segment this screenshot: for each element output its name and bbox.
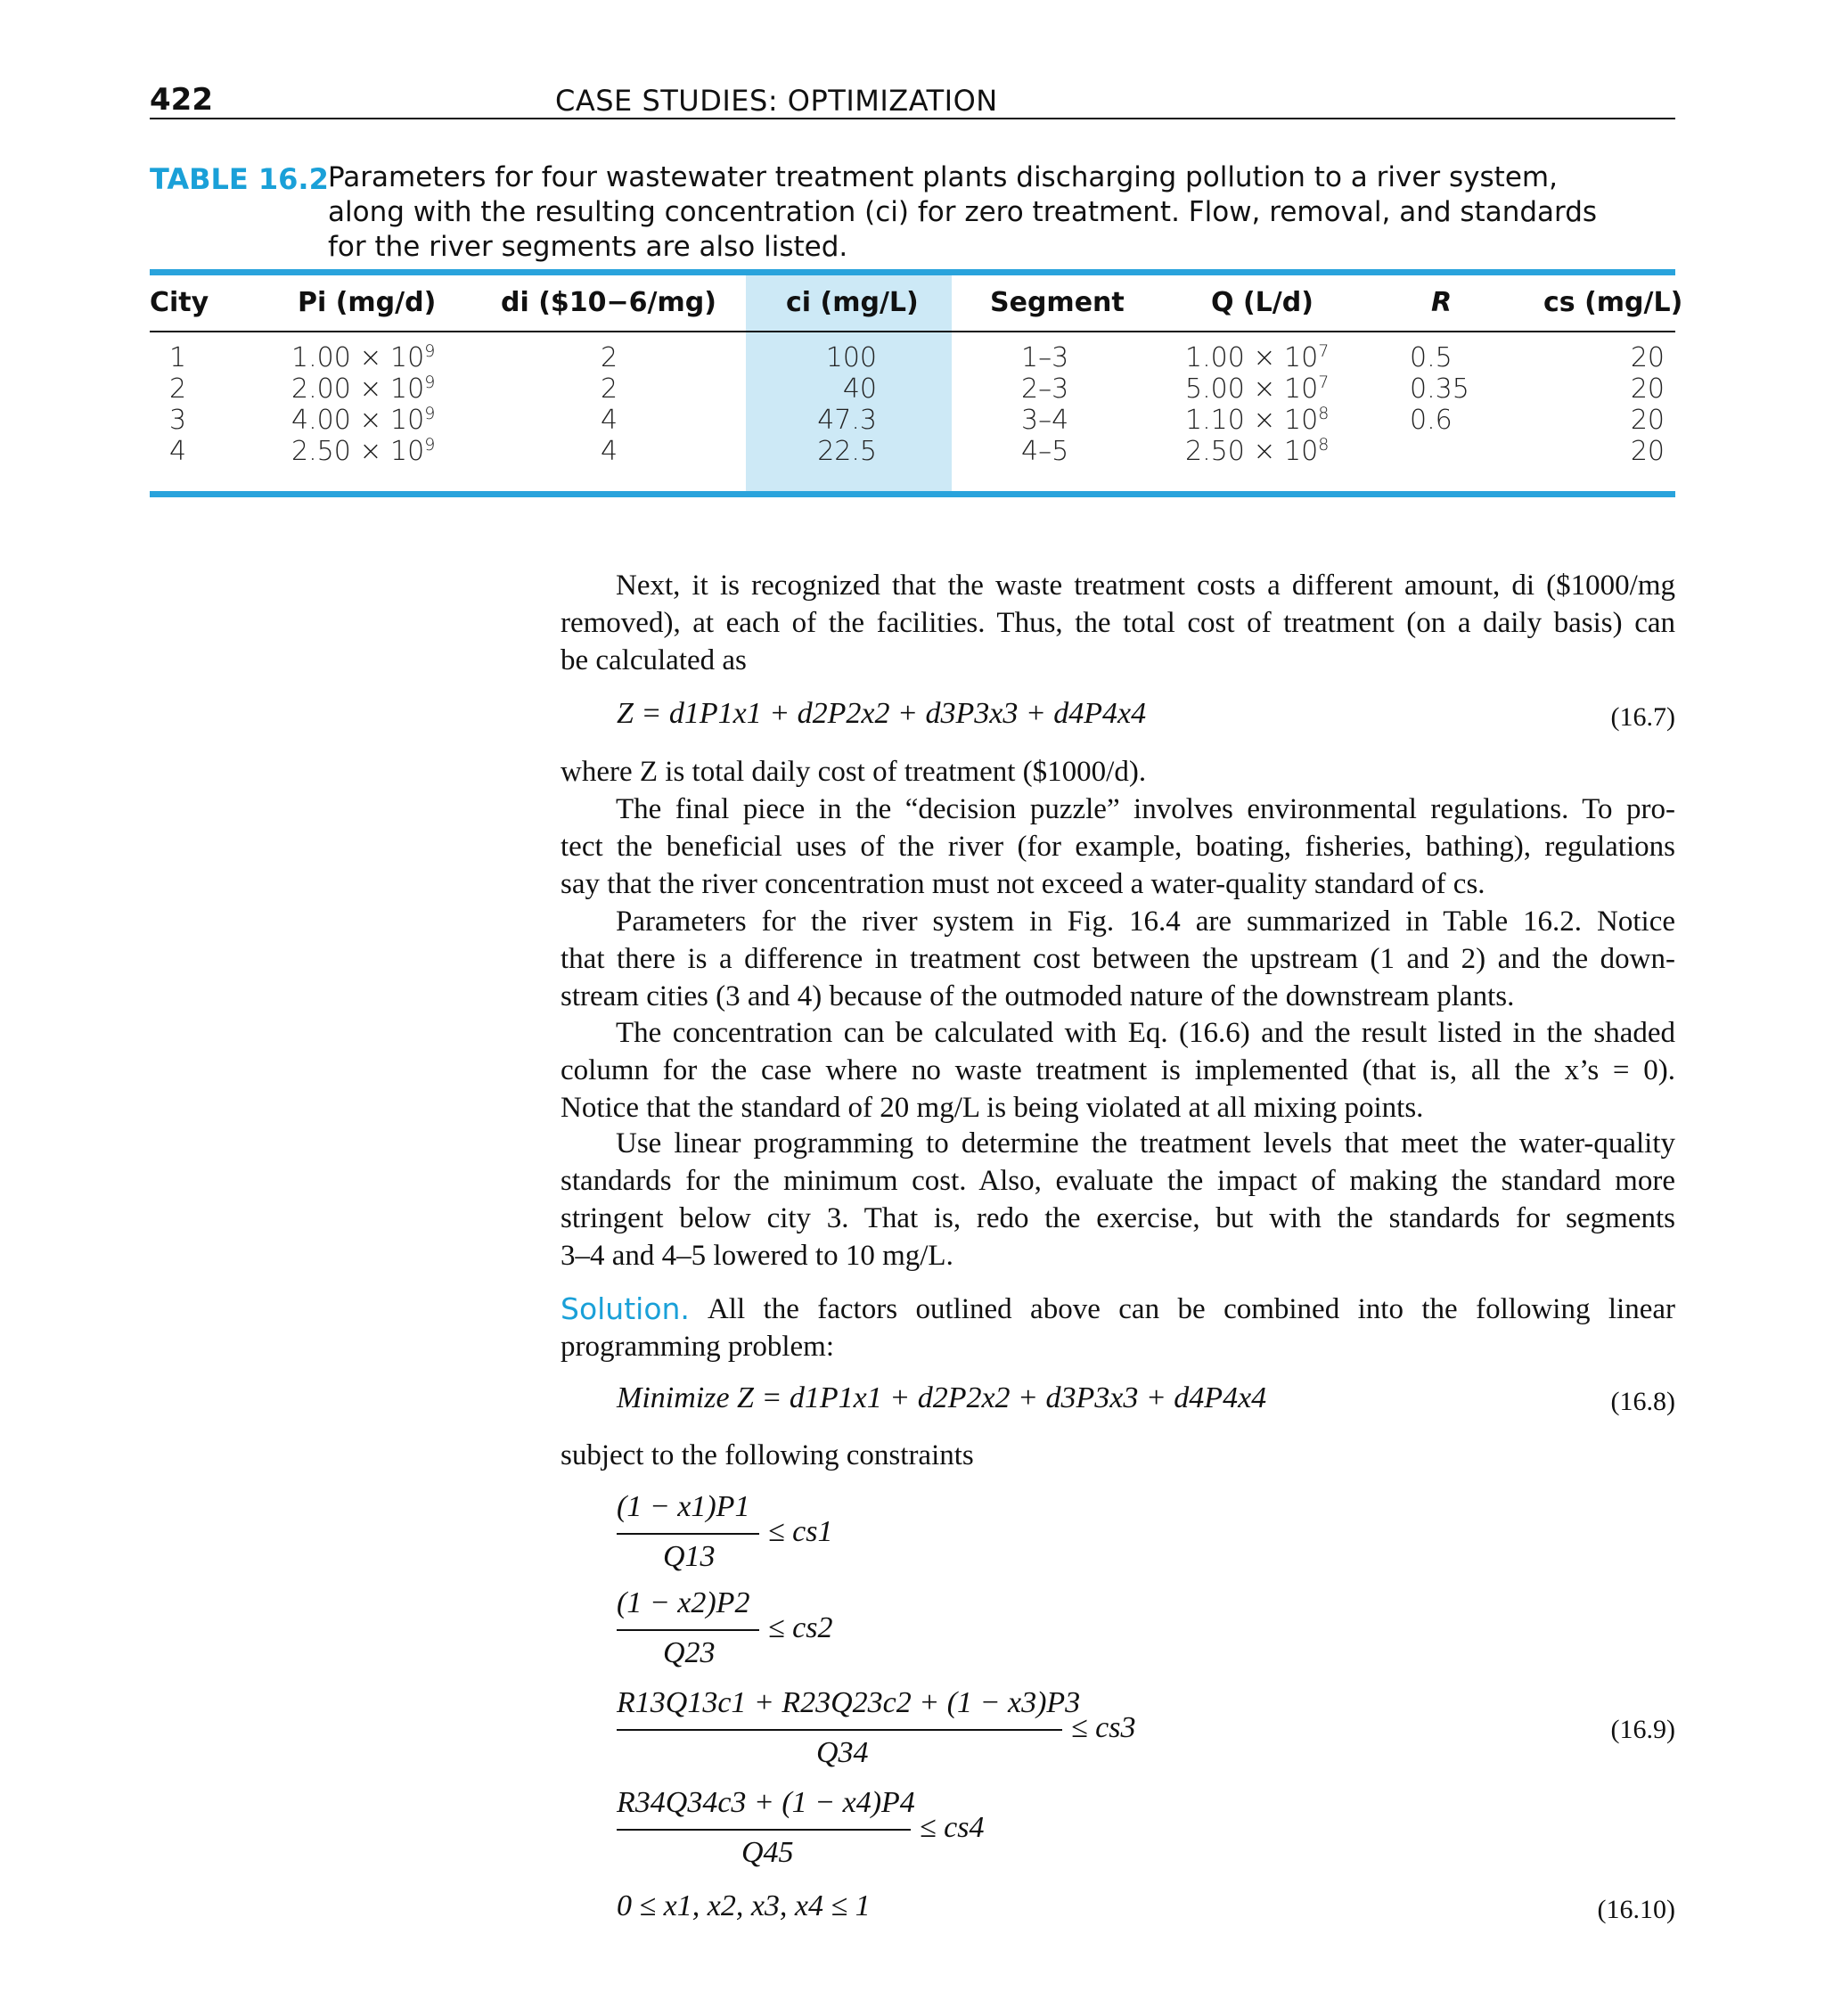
- paragraph: [561, 1437, 1675, 1474]
- text-line: [561, 1291, 1675, 1328]
- table-cell: [1410, 436, 1469, 467]
- column-segment: [1021, 342, 1068, 467]
- text-line: that there is a difference in treatment cost between the upstream (1 and 2) and the down-: [561, 943, 1675, 975]
- table-cell: 4: [601, 405, 618, 436]
- text-line: 3–4 and 4–5 lowered to 10 mg/L.: [561, 1240, 953, 1272]
- table-cell: 2: [601, 342, 618, 373]
- text-line: standards for the minimum cost. Also, evaluate the impact of making the standard more: [561, 1165, 1675, 1197]
- table-cell: 0.35: [1410, 373, 1469, 405]
- running-head: CASE STUDIES: OPTIMIZATION: [555, 84, 998, 118]
- page-number: 422: [150, 82, 213, 118]
- paragraph: [561, 1014, 1675, 1127]
- mantissa: 2.00 × 10: [291, 373, 425, 405]
- equation-16-8: Minimize Z = d1P1x1 + d2P2x2 + d3P3x3 + d4P4x4: [617, 1381, 1267, 1414]
- caption-line: along with the resulting concentration (ci) for zero treatment. Flow, removal, and standards: [328, 196, 1598, 228]
- table-cell: 20: [1630, 405, 1665, 436]
- table-cell: 4–5: [1021, 436, 1069, 467]
- table-cell: 3: [169, 405, 187, 436]
- text-line: Next, it is recognized that the waste treatment costs a different amount, di ($1000/mg: [616, 570, 1675, 602]
- table-cell: 100: [825, 342, 877, 373]
- text-line: subject to the following constraints: [561, 1439, 974, 1471]
- numerator: (1 − x2)P2: [617, 1586, 750, 1619]
- inequality-rhs: ≤ cs3: [1071, 1711, 1136, 1744]
- paragraph: [561, 903, 1675, 1015]
- inequality-rhs: ≤ cs2: [768, 1611, 833, 1644]
- table-cell: [291, 373, 435, 405]
- equation-number: (16.8): [1610, 1387, 1675, 1416]
- col-header-d: di ($10−6/mg): [501, 287, 716, 318]
- col-header-segment: Segment: [990, 287, 1125, 318]
- table-cell: 47.3: [817, 405, 877, 436]
- text-line: stream cities (3 and 4) because of the outmoded nature of the downstream plants.: [561, 980, 1515, 1012]
- paragraph: [561, 1291, 1675, 1365]
- paragraph: [561, 1125, 1675, 1274]
- text-span: All the factors outlined above can be combined into the following linear: [707, 1293, 1675, 1325]
- text-line: column for the case where no waste treatment is implemented (that is, all the x’s = 0).: [561, 1054, 1675, 1086]
- table-cell: 0.5: [1410, 342, 1453, 373]
- col-header-c: ci (mg/L): [786, 287, 919, 318]
- numerator: R13Q13c1 + R23Q23c2 + (1 − x3)P3: [617, 1686, 1081, 1719]
- column-cs: [1593, 342, 1665, 467]
- exponent: 9: [424, 373, 436, 392]
- column-r: [1410, 342, 1469, 467]
- mantissa: 5.00 × 10: [1185, 373, 1319, 405]
- text-line: say that the river concentration must not exceed a water-quality standard of cs.: [561, 868, 1485, 900]
- text-line: be calculated as: [561, 644, 747, 676]
- equation-16-10: 0 ≤ x1, x2, x3, x4 ≤ 1: [617, 1889, 871, 1922]
- text-line: stringent below city 3. That is, redo the exercise, but with the standards for segments: [561, 1202, 1675, 1234]
- table-cell: 22.5: [817, 436, 877, 467]
- col-header-r: R: [1431, 287, 1453, 318]
- table-cell: 2: [601, 373, 618, 405]
- mantissa: 2.50 × 10: [291, 436, 425, 467]
- text-line: removed), at each of the facilities. Thus, the total cost of treatment (on a daily basis) can: [561, 607, 1675, 639]
- table-caption: [328, 160, 1598, 265]
- col-header-city: City: [150, 287, 209, 318]
- column-d: [601, 342, 618, 467]
- inequality-rhs: ≤ cs4: [920, 1811, 985, 1844]
- table-cell: 0.6: [1410, 405, 1453, 436]
- exponent: 9: [424, 341, 436, 361]
- table-cell: [1185, 405, 1329, 436]
- text-line: Parameters for the river system in Fig. 16.4 are summarized in Table 16.2. Notice: [616, 906, 1675, 938]
- fraction-bar: [617, 1829, 911, 1831]
- exponent: 8: [1318, 435, 1330, 455]
- table-cell: [1185, 342, 1329, 373]
- text-line: Notice that the standard of 20 mg/L is being violated at all mixing points.: [561, 1092, 1424, 1124]
- table-cell: [1185, 436, 1329, 467]
- table-cell: [291, 342, 435, 373]
- fraction-bar: [617, 1533, 759, 1535]
- exponent: 7: [1318, 373, 1330, 392]
- column-p: [291, 342, 435, 467]
- paragraph: [561, 791, 1675, 903]
- table-cell: [1185, 373, 1329, 405]
- column-c: [784, 342, 877, 467]
- column-city: [169, 342, 186, 467]
- caption-line: for the river segments are also listed.: [328, 231, 848, 263]
- equation-number: (16.7): [1610, 702, 1675, 732]
- mantissa: 1.00 × 10: [291, 342, 425, 373]
- denominator: Q45: [741, 1836, 794, 1869]
- table-cell: 4: [169, 436, 187, 467]
- table-cell: [291, 436, 435, 467]
- exponent: 8: [1318, 404, 1330, 423]
- col-header-q: Q (L/d): [1211, 287, 1314, 318]
- paragraph: [561, 567, 1675, 679]
- table-cell: 20: [1630, 373, 1665, 405]
- numerator: R34Q34c3 + (1 − x4)P4: [617, 1786, 915, 1819]
- table-bottom-rule: [150, 491, 1675, 497]
- table-cell: 4: [601, 436, 618, 467]
- fraction-bar: [617, 1729, 1062, 1731]
- denominator: Q13: [663, 1540, 716, 1573]
- mantissa: 2.50 × 10: [1185, 436, 1319, 467]
- denominator: Q34: [816, 1736, 869, 1769]
- equation-16-7: Z = d1P1x1 + d2P2x2 + d3P3x3 + d4P4x4: [617, 697, 1147, 730]
- table-cell: 2: [169, 373, 187, 405]
- table-cell: 3–4: [1021, 405, 1069, 436]
- text-line: The concentration can be calculated with Eq. (16.6) and the result listed in the shaded: [616, 1017, 1675, 1049]
- table-header-rule: [150, 331, 1675, 332]
- equation-number: (16.10): [1597, 1895, 1675, 1924]
- text-line: The final piece in the “decision puzzle” involves environmental regulations. To pro-: [616, 793, 1675, 825]
- mantissa: 1.10 × 10: [1185, 405, 1319, 436]
- mantissa: 4.00 × 10: [291, 405, 425, 436]
- caption-line: Parameters for four wastewater treatment plants discharging pollution to a river system,: [328, 161, 1558, 193]
- col-header-cs: cs (mg/L): [1543, 287, 1683, 318]
- table-cell: 1–3: [1021, 342, 1069, 373]
- table-cell: 1: [169, 342, 187, 373]
- table-top-rule: [150, 269, 1675, 275]
- exponent: 9: [424, 435, 436, 455]
- col-header-p: Pi (mg/d): [298, 287, 437, 318]
- exponent: 7: [1318, 341, 1330, 361]
- table-caption-label: TABLE 16.2: [150, 162, 329, 196]
- inequality-rhs: ≤ cs1: [768, 1515, 833, 1548]
- exponent: 9: [424, 404, 436, 423]
- table-cell: 20: [1630, 342, 1665, 373]
- column-q: [1185, 342, 1329, 467]
- equation-number: (16.9): [1610, 1715, 1675, 1744]
- text-line: Use linear programming to determine the treatment levels that meet the water-quality: [616, 1127, 1675, 1160]
- paragraph: [561, 753, 1675, 791]
- header-rule: [150, 118, 1675, 119]
- table-cell: 2–3: [1021, 373, 1069, 405]
- mantissa: 1.00 × 10: [1185, 342, 1319, 373]
- table-cell: [291, 405, 435, 436]
- table-cell: 20: [1630, 436, 1665, 467]
- text-line: where Z is total daily cost of treatment ($1000/d).: [561, 756, 1147, 788]
- fraction-bar: [617, 1629, 759, 1631]
- denominator: Q23: [663, 1636, 716, 1669]
- text-line: programming problem:: [561, 1331, 835, 1363]
- table-cell: 40: [842, 373, 877, 405]
- numerator: (1 − x1)P1: [617, 1490, 750, 1523]
- text-line: tect the beneficial uses of the river (for example, boating, fisheries, bathing), regulations: [561, 831, 1675, 863]
- solution-label: Solution.: [561, 1291, 690, 1326]
